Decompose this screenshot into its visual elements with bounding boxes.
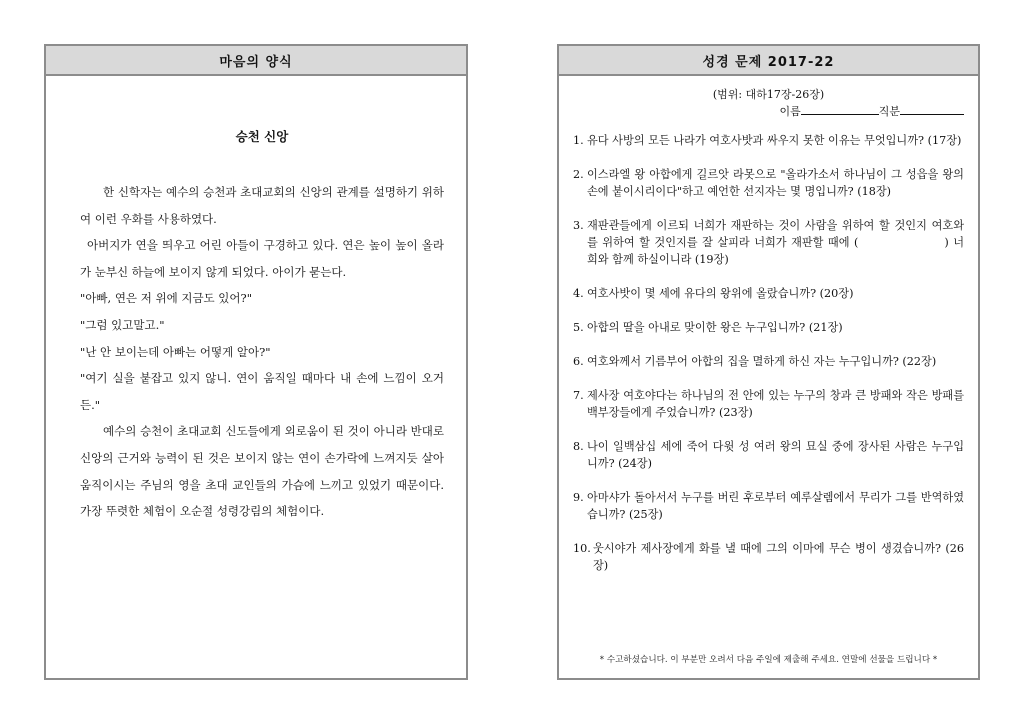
- question-number: 4.: [573, 287, 584, 300]
- submission-note: * 수고하셨습니다. 이 부분만 오려서 다음 주일에 제출해 주세요. 연말에 선물을 드립니다 *: [599, 655, 938, 665]
- question-item: [573, 132, 964, 149]
- question-number: 6.: [573, 355, 584, 368]
- question-number: 1.: [573, 134, 584, 147]
- quiz-body: [559, 87, 978, 574]
- quiz-scope: (범위: 대하17장-26장): [712, 88, 825, 101]
- question-number: 7.: [573, 389, 584, 402]
- meditation-panel: [44, 44, 468, 680]
- question-number: 10.: [573, 542, 591, 555]
- question-text: 웃시야가 제사장에게 화를 낼 때에 그의 이마에 무슨 병이 생겼습니까? (26장): [593, 542, 964, 572]
- question-number: 8.: [573, 440, 584, 453]
- question-text: 이스라엘 왕 아합에게 길르앗 라못으로 "올라가소서 하나님이 그 성읍을 왕의 손에 붙이시리이다"하고 예언한 선지자는 몇 명입니까? (18장): [587, 168, 964, 198]
- story-dialogue: "아빠, 연은 저 위에 지금도 있어?": [80, 291, 252, 306]
- story-dialogue: "난 안 보이는데 아빠는 어떻게 알아?": [80, 344, 271, 359]
- question-number: 5.: [573, 321, 584, 334]
- story-dialogue: "여기 실을 붙잡고 있지 않니. 연이 움직일 때마다 내 손에 느낌이 오거든.": [80, 371, 444, 412]
- question-text: 아마샤가 돌아서서 누구를 버린 후로부터 예루살렘에서 무리가 그를 반역하였습니까? (25장): [587, 491, 964, 521]
- question-text: 유다 사방의 모든 나라가 여호사밧과 싸우지 못한 이유는 무엇입니까? (17장): [587, 134, 962, 147]
- question-item: [573, 166, 964, 200]
- name-label: 이름: [779, 105, 801, 118]
- story-paragraph: 한 신학자는 예수의 승천과 초대교회의 신앙의 관계를 설명하기 위하여 이런 우화를 사용하였다.: [80, 185, 444, 226]
- story-dialogue: "그럼 있고말고.": [80, 317, 165, 332]
- question-text: 여호사밧이 몇 세에 유다의 왕위에 올랐습니까? (20장): [587, 287, 854, 300]
- question-text-part: ) 너희와 함께 하실이니라 (19장): [587, 236, 964, 266]
- question-item: [573, 353, 964, 370]
- question-number: 3.: [573, 219, 584, 232]
- role-blank[interactable]: [900, 103, 964, 115]
- question-text-part: 재판관들에게 이르되 너희가 재판하는 것이 사람을 위하여 할 것인지 여호와를 위하여 할 것인지를 잘 살피라 너희가 재판할 때에 (: [587, 219, 964, 249]
- meditation-header: 마음의 양식: [46, 46, 466, 76]
- story-title: 승천 신앙: [235, 129, 289, 144]
- question-text: 여호와께서 기름부어 아합의 집을 멸하게 하신 자는 누구입니까? (22장): [587, 355, 937, 368]
- question-item: [573, 285, 964, 302]
- question-item: [573, 319, 964, 336]
- question-item: [573, 217, 964, 268]
- name-role-row: [573, 103, 964, 120]
- question-list: [573, 132, 964, 574]
- question-number: 2.: [573, 168, 584, 181]
- question-item: [573, 540, 964, 574]
- role-label: 직분: [878, 105, 900, 118]
- story-paragraph: 아버지가 연을 띄우고 어린 아들이 구경하고 있다. 연은 높이 높이 올라가 눈부신 하늘에 보이지 않게 되었다. 아이가 묻는다.: [80, 238, 444, 279]
- bible-quiz-panel: [557, 44, 980, 680]
- quiz-header: 성경 문제 2017-22: [559, 46, 978, 76]
- question-item: [573, 387, 964, 421]
- question-number: 9.: [573, 491, 584, 504]
- question-text: 나이 일백삼십 세에 죽어 다윗 성 여러 왕의 묘실 중에 장사된 사람은 누구입니까? (24장): [587, 440, 964, 470]
- meditation-body: [46, 127, 466, 525]
- question-item: [573, 489, 964, 523]
- name-blank[interactable]: [801, 103, 879, 115]
- question-text: [587, 217, 964, 268]
- question-text: 아합의 딸을 아내로 맞이한 왕은 누구입니까? (21장): [587, 321, 843, 334]
- story-paragraph: 예수의 승천이 초대교회 신도들에게 외로움이 된 것이 아니라 반대로 신앙의 근거와 능력이 된 것은 보이지 않는 연이 손가락에 느껴지듯 살아 움직이시는 주님의 영을 초대 교인들의 가슴에 느끼고 있었기 때문이다. 가장 뚜렷한 체험이 오순절 성령강림의 체험이다.: [80, 424, 444, 519]
- question-item: [573, 438, 964, 472]
- question-text: 제사장 여호야다는 하나님의 전 안에 있는 누구의 창과 큰 방패와 작은 방패를 백부장들에게 주었습니까? (23장): [587, 389, 964, 419]
